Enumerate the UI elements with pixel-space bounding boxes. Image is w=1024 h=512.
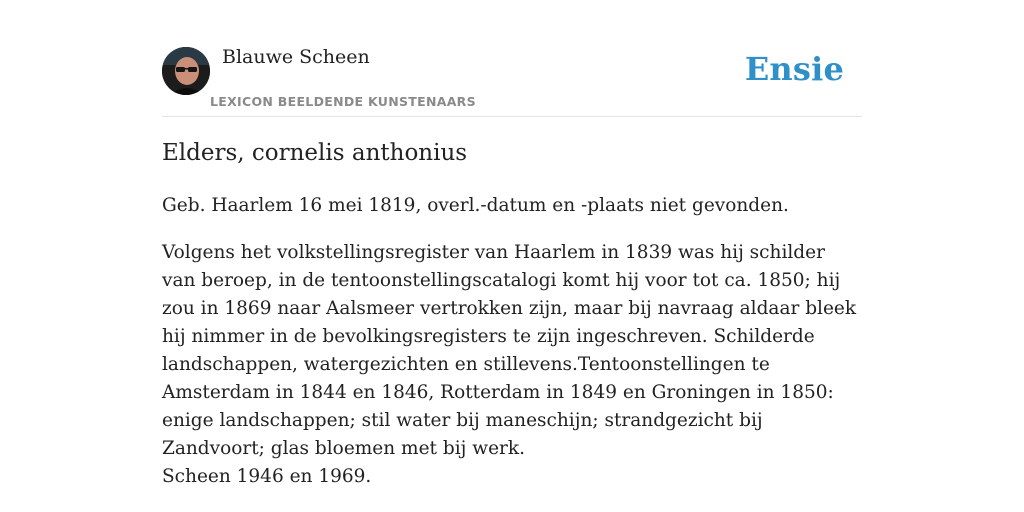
article-header bbox=[162, 0, 862, 117]
article-paragraph: Scheen 1946 en 1969. bbox=[162, 466, 372, 487]
article-paragraph: Volgens het volkstellingsregister van Haarlem in 1839 was hij schilder van beroep, in de tentoonstellingscatalogi komt hij voor tot ca. 1850; hij zou in 1869 naar Aalsmeer vertrokken zijn, maar bij navraag aldaar bleek hij nimmer in de bevolkingsregisters te zijn ingeschreven. Schilderde landschappen, watergezichten en stillevens.Tentoonstellingen te Amsterdam in 1844 en 1846, Rotterdam in 1849 en Groningen in 1850: enige landschappen; stil water bij maneschijn; strandgezicht bij Zandvoort; glas bloemen met bij werk. bbox=[162, 242, 857, 459]
author-avatar[interactable] bbox=[162, 47, 210, 95]
ensie-logo[interactable]: Ensie bbox=[744, 50, 844, 88]
collection-label[interactable]: LEXICON BEELDENDE KUNSTENAARS bbox=[210, 94, 476, 109]
avatar-portrait-icon bbox=[162, 47, 210, 95]
article-page bbox=[162, 0, 862, 487]
author-name[interactable]: Blauwe Scheen bbox=[222, 46, 370, 68]
article-paragraph: Geb. Haarlem 16 mei 1819, overl.-datum en -plaats niet gevonden. bbox=[162, 195, 789, 216]
article-title: Elders, cornelis anthonius bbox=[162, 140, 468, 166]
